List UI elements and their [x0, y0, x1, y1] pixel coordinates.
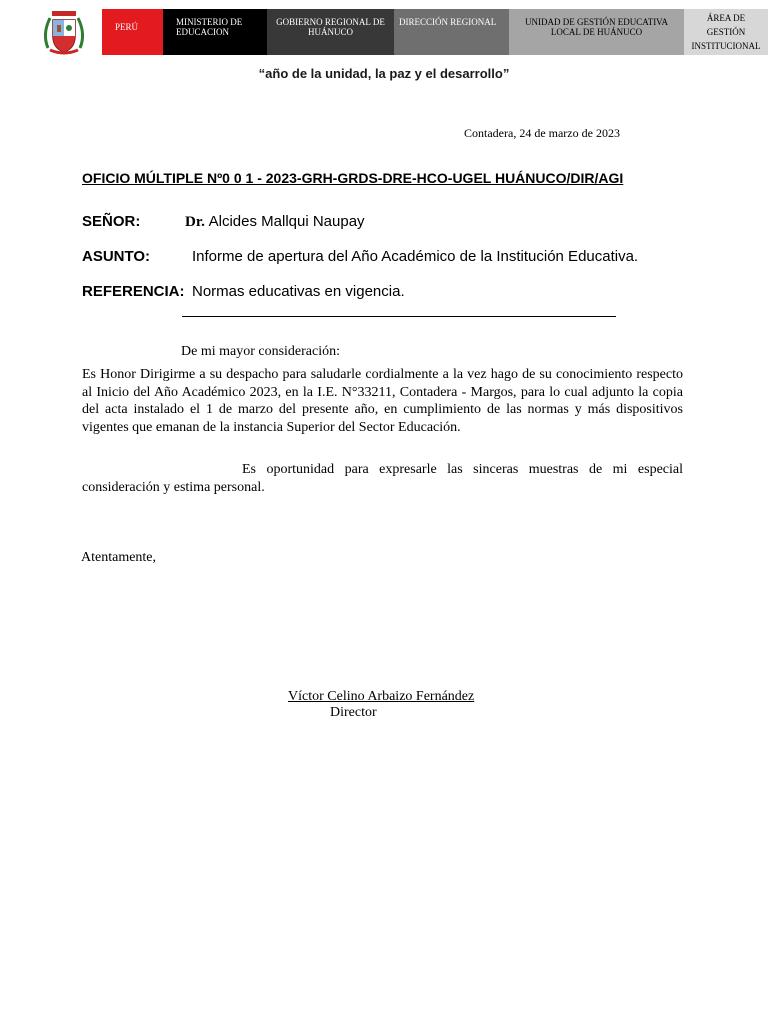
signer-title: Director [330, 705, 377, 720]
senor-value [185, 213, 365, 231]
header-cell-ministerio [163, 9, 267, 55]
referencia-label: REFERENCIA: [82, 283, 185, 300]
header-area-line3: INSTITUCIONAL [691, 41, 761, 51]
greeting: De mi mayor consideración: [181, 344, 341, 359]
separator-line [182, 316, 616, 317]
header-cell-area [684, 9, 768, 55]
referencia-value: Normas educativas en vigencia. [192, 283, 405, 300]
peru-coat-of-arms-icon [38, 8, 90, 56]
header-area-line1: ÁREA DE [706, 13, 746, 23]
header-cell-direccion-regional [394, 9, 509, 55]
asunto-label: ASUNTO: [82, 248, 151, 265]
header-cell-peru [102, 9, 163, 55]
closing-phrase: Atentamente, [81, 550, 157, 565]
body-paragraph-1: Es Honor Dirigirme a su despacho para saludarle cordialmente a la vez hago de su conocimiento respecto al Inicio del Año Académico 2023, en la I.E. N°33211, Contadera - Margos, para lo cual adjunto la copia del acta instalado el 1 de marzo del presente año, en cumplimiento de las normas y más dispositivos vigentes que emanan de la instancia Superior del Sector Educación. [82, 367, 683, 435]
header-gobierno-line1: GOBIERNO REGIONAL DE [276, 17, 385, 27]
header-ugel-line1: UNIDAD DE GESTIÓN EDUCATIVA [524, 17, 669, 27]
asunto-value: Informe de apertura del Año Académico de la Institución Educativa. [192, 248, 639, 265]
header-cell-gobierno-regional [267, 9, 394, 55]
senor-name: Alcides Mallqui Naupay [208, 213, 365, 230]
body-paragraph-2: Es oportunidad para expresarle las sinceras muestras de mi especial consideración y estima personal. [82, 462, 683, 495]
header-peru-label: PERÚ [115, 22, 139, 32]
header-gobierno-line2: HUÁNUCO [308, 27, 353, 37]
header-ugel-line2: LOCAL DE HUÁNUCO [550, 27, 643, 37]
header-direccion-label: DIRECCIÓN REGIONAL [399, 17, 497, 27]
header-cell-ugel [509, 9, 684, 55]
senor-label: SEÑOR: [82, 213, 141, 230]
header-area-line2: GESTIÓN [706, 27, 746, 37]
header-ministerio-line2: EDUCACION [176, 27, 229, 37]
letterhead-header [38, 8, 768, 56]
oficio-number: OFICIO MÚLTIPLE Nº0 0 1 - 2023-GRH-GRDS-DRE-HCO-UGEL HUÁNUCO/DIR/AGI [82, 170, 624, 186]
signer-name: Víctor Celino Arbaizo Fernández [288, 689, 475, 704]
header-ministerio-line1: MINISTERIO DE [176, 17, 243, 27]
senor-prefix: Dr. [185, 214, 205, 230]
letter-date: Contadera, 24 de marzo de 2023 [464, 126, 620, 140]
year-motto: “año de la unidad, la paz y el desarrollo” [258, 66, 510, 81]
